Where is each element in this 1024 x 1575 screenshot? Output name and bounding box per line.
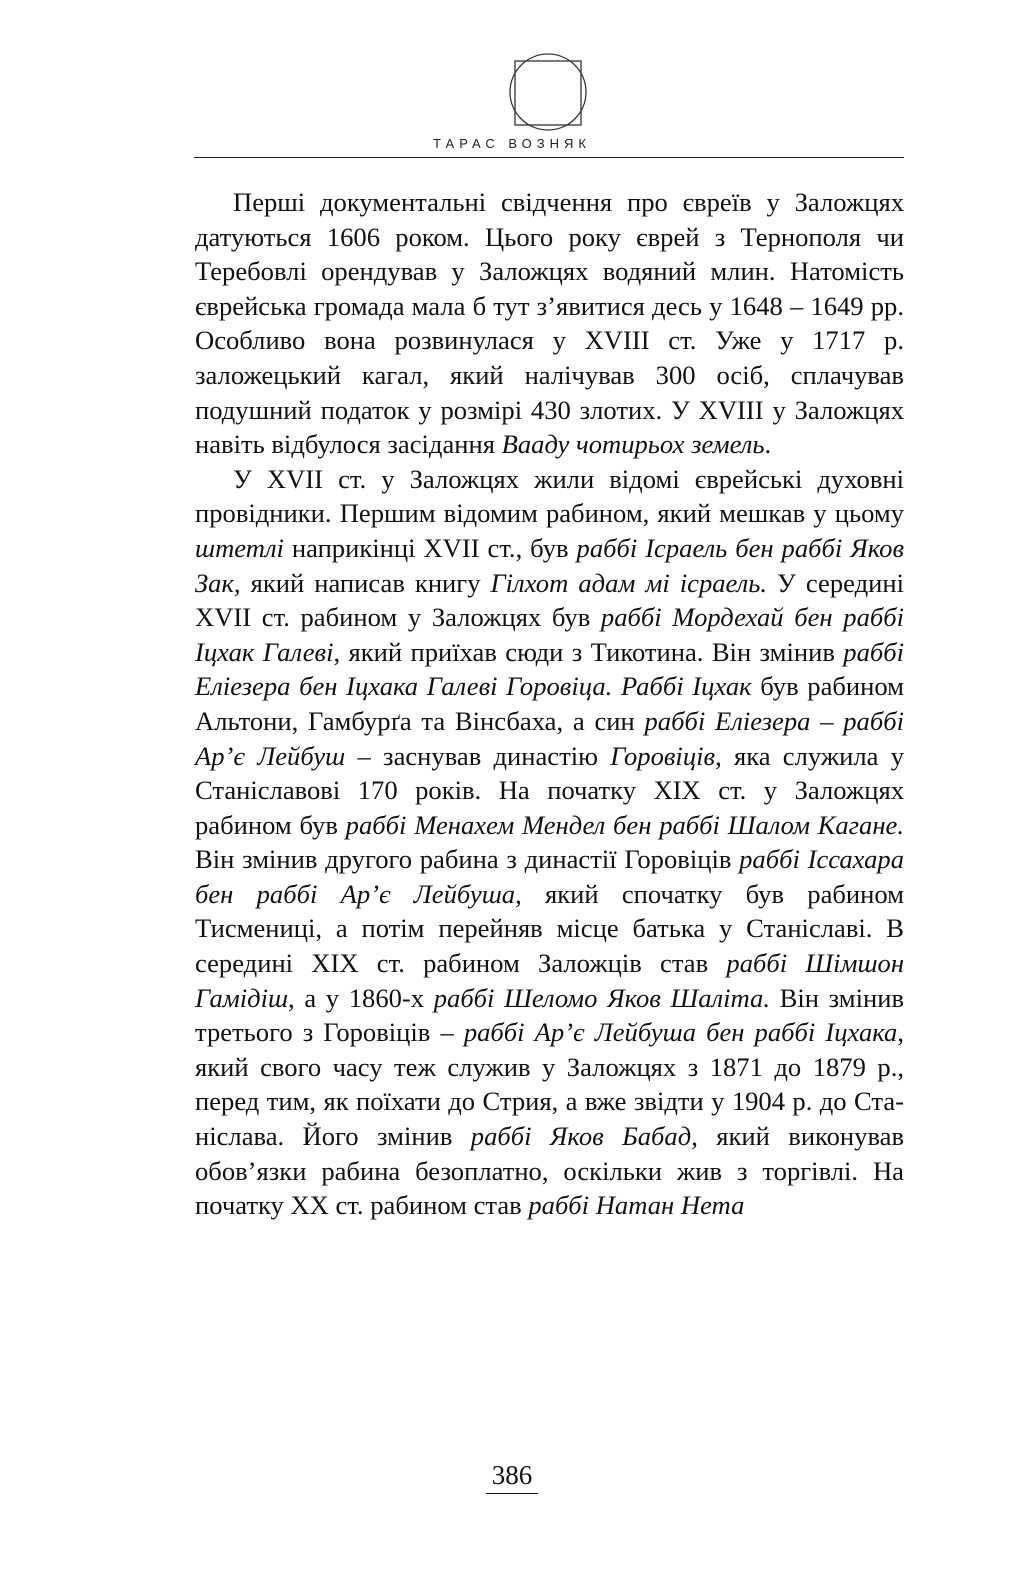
- italic-run: раббі Шеломо Яков Шаліта.: [433, 982, 770, 1013]
- text-run: , який виконував обов’язки рабина безоплатно, оскільки жив з торгівлі. На початку XX ст. рабином став: [195, 1121, 905, 1221]
- text-run: – заснував династію: [345, 740, 611, 771]
- italic-run: раббі Ісраель бен раббі Яков Зак,: [195, 532, 904, 598]
- text-run: Він змінив третього з Горовіців: [195, 982, 904, 1048]
- text-run: Він змінив другого рабина з династії Горовіців: [195, 844, 740, 875]
- italic-run: Вааду чотирьох земель: [501, 429, 765, 460]
- italic-run: раббі Натан Нета: [528, 1190, 745, 1221]
- circle-square-emblem-icon: [506, 50, 590, 134]
- text-run: Перші документальні свідчення про євреїв у Заложцях датуються 1606 роком. Цього року єврей з Тернополя чи Теребовлі орендував у Заложцях водяний млин. Натомість єврейська громада мала б тут з’явитися десь у 1648 – 1649 рр. Особливо вона розвинулася у XVIII ст. Уже у 1717 р. заложецький кагал, який налічував 300 осіб, сплачував подушний податок у розмірі 430 злотих. У XVIII у Заложцях навіть відбулося засідання: [195, 187, 904, 460]
- header-rule: [194, 157, 904, 158]
- italic-run: раббі Менахем Мендел бен раббі Шалом Кагане.: [345, 809, 904, 840]
- text-run: наприкінці XVII ст., був: [283, 532, 577, 563]
- text-run: який написав книгу: [240, 567, 491, 598]
- text-run: , який приїхав сюди з Тикотина. Він змінив: [333, 636, 844, 667]
- text-run: У середині XVII ст. рабином у Заложцях був: [195, 567, 904, 633]
- italic-run: Горовіців: [610, 740, 716, 771]
- italic-run: – раббі Ар’є Лейбуша бен раббі Іцхака: [440, 1017, 898, 1048]
- text-run: , який спочатку був рабином Тисмениці, а потім перейняв місце батька у Станіславі. В середині XIX ст. рабином Заложців став: [195, 878, 904, 979]
- italic-run: раббі Яков Бабад: [470, 1121, 692, 1152]
- running-head-author: ТАРАС ВОЗНЯК: [433, 136, 591, 151]
- italic-run: раббі Іссахара бен раббі Ар’є Лейбуша: [195, 844, 904, 909]
- page-number: [0, 1460, 1024, 1494]
- text-run: .: [764, 429, 772, 460]
- paragraph-1: [195, 185, 904, 462]
- italic-run: раббі Еліезера – раббі Ар’є Лейбуш: [195, 705, 904, 771]
- text-run: , а у 1860-х: [288, 982, 434, 1013]
- text-run: У XVII ст. у Заложцях жили відомі єврейські духовні провідники. Першим відомим рабином, який мешкав у цьому: [195, 463, 904, 529]
- italic-run: штетлі: [195, 532, 284, 563]
- text-run: , який свого часу теж служив у Заложцях з 1871 до 1879 р., перед тим, як поїхати до Стрия, а вже звідти у 1904 р. до Станіслава. Його змінив: [195, 1017, 904, 1152]
- text-run: був рабином Альтони, Гамбурґа та Вінсбаха, а син: [195, 671, 904, 736]
- page-number-text: 386: [486, 1460, 539, 1494]
- paragraph-2: [195, 462, 904, 1223]
- text-run: , яка служила у Станіславові 170 років. На початку XIX ст. у Заложцях рабином був: [195, 740, 905, 840]
- italic-run: раббі Шімшон Гамідіш: [195, 948, 905, 1013]
- italic-run: раббі Мордехай бен раббі Іцхак Галеві: [195, 602, 904, 667]
- italic-run: Гілхот адам мі ісраель.: [490, 567, 768, 598]
- italic-run: раббі Еліезера бен Іцхака Галеві Горовіца. Раббі Іцхак: [195, 636, 904, 702]
- body-text: [195, 185, 904, 1223]
